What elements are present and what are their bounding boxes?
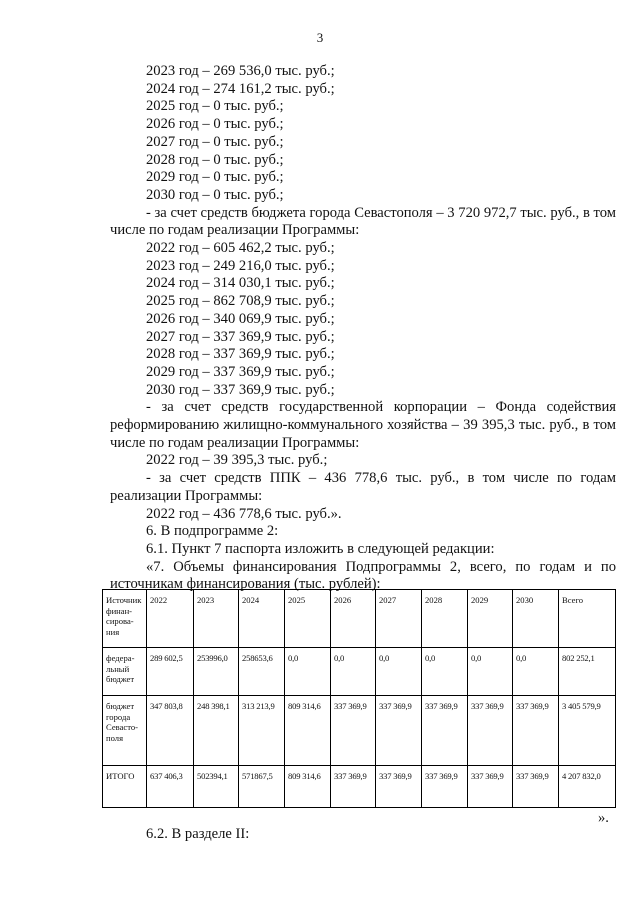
table-cell: 337 369,9 xyxy=(376,766,422,808)
financing-table xyxy=(102,589,616,808)
table-cell: 637 406,3 xyxy=(147,766,194,808)
budget-line: 2026 год – 340 069,9 тыс. руб.; xyxy=(146,310,335,327)
paragraph-subprogram-2: 6. В подпрограмме 2: xyxy=(146,523,279,540)
table-cell: 337 369,9 xyxy=(331,696,376,766)
table-header-cell: 2022 xyxy=(147,590,194,648)
table-header-cell: 2030 xyxy=(513,590,559,648)
budget-line: 2024 год – 274 161,2 тыс. руб.; xyxy=(146,80,335,97)
budget-line: 2028 год – 0 тыс. руб.; xyxy=(146,151,284,168)
table-header-row xyxy=(103,590,616,648)
budget-line: 2028 год – 337 369,9 тыс. руб.; xyxy=(146,346,335,363)
table-header-cell: Всего xyxy=(559,590,616,648)
table-cell: 0,0 xyxy=(331,648,376,696)
table-cell: 258653,6 xyxy=(239,648,285,696)
paragraph-6-1: 6.1. Пункт 7 паспорта изложить в следующей редакции: xyxy=(146,540,495,557)
table-cell: 337 369,9 xyxy=(513,696,559,766)
budget-line: 2024 год – 314 030,1 тыс. руб.; xyxy=(146,275,335,292)
budget-line: 2022 год – 436 778,6 тыс. руб.». xyxy=(146,505,342,522)
section-heading: 6.2. В разделе II: xyxy=(146,826,250,842)
table-header-cell: 2026 xyxy=(331,590,376,648)
table-cell: 809 314,6 xyxy=(285,696,331,766)
budget-line: 2030 год – 337 369,9 тыс. руб.; xyxy=(146,381,335,398)
paragraph-housing-fund: - за счет средств государственной корпорации – Фонда содействия реформированию жилищно-коммунального хозяйства – 39 395,3 тыс. руб., в том числе по годам реализации Программы: xyxy=(110,399,616,451)
budget-line: 2026 год – 0 тыс. руб.; xyxy=(146,116,284,133)
document-body xyxy=(110,63,616,594)
table-cell: 3 405 579,9 xyxy=(559,696,616,766)
paragraph-sevastopol-budget: - за счет средств бюджета города Севастополя – 3 720 972,7 тыс. руб., в том числе по годам реализации Программы: xyxy=(110,204,616,239)
table-cell: 337 369,9 xyxy=(513,766,559,808)
paragraph-ppk: - за счет средств ППК – 436 778,6 тыс. руб., в том числе по годам реализации Программы: xyxy=(110,470,616,504)
table-cell: 313 213,9 xyxy=(239,696,285,766)
budget-line: 2029 год – 0 тыс. руб.; xyxy=(146,169,284,186)
table-cell: бюджет города Севасто-поля xyxy=(103,696,147,766)
table-cell: 0,0 xyxy=(422,648,468,696)
table-cell: 337 369,9 xyxy=(376,696,422,766)
budget-line: 2025 год – 0 тыс. руб.; xyxy=(146,98,284,115)
table-cell: 337 369,9 xyxy=(422,766,468,808)
table-cell: 0,0 xyxy=(513,648,559,696)
table-cell: 337 369,9 xyxy=(331,766,376,808)
table-row-total xyxy=(103,766,616,808)
table-header-cell: 2024 xyxy=(239,590,285,648)
table-header-cell: 2027 xyxy=(376,590,422,648)
table-cell: 4 207 832,0 xyxy=(559,766,616,808)
budget-line: 2027 год – 0 тыс. руб.; xyxy=(146,133,284,150)
table-cell: 502394,1 xyxy=(194,766,239,808)
budget-line: 2027 год – 337 369,9 тыс. руб.; xyxy=(146,328,335,345)
table-cell: 0,0 xyxy=(285,648,331,696)
table-cell: 802 252,1 xyxy=(559,648,616,696)
table-cell: 337 369,9 xyxy=(468,766,513,808)
table-cell: федера-льный бюджет xyxy=(103,648,147,696)
page-number: 3 xyxy=(316,30,324,45)
table-cell: 347 803,8 xyxy=(147,696,194,766)
table-cell: 337 369,9 xyxy=(422,696,468,766)
table-cell: 289 602,5 xyxy=(147,648,194,696)
table-row xyxy=(103,696,616,766)
paragraph-7-volumes: «7. Объемы финансирования Подпрограммы 2, всего, по годам и по источникам финансирования (тыс. рублей): xyxy=(110,558,616,593)
budget-line: 2030 год – 0 тыс. руб.; xyxy=(146,186,284,203)
budget-line: 2029 год – 337 369,9 тыс. руб.; xyxy=(146,363,335,380)
table-header-cell: 2029 xyxy=(468,590,513,648)
table-header-cell: 2025 xyxy=(285,590,331,648)
budget-line: 2022 год – 605 462,2 тыс. руб.; xyxy=(146,240,335,257)
closing-quote: ». xyxy=(598,810,609,826)
budget-line: 2022 год – 39 395,3 тыс. руб.; xyxy=(146,452,328,469)
table-header-cell: 2028 xyxy=(422,590,468,648)
budget-line: 2025 год – 862 708,9 тыс. руб.; xyxy=(146,293,335,310)
table-cell: 253996,0 xyxy=(194,648,239,696)
budget-line: 2023 год – 269 536,0 тыс. руб.; xyxy=(146,63,335,79)
table-cell: 0,0 xyxy=(376,648,422,696)
table-row xyxy=(103,648,616,696)
table-cell: 248 398,1 xyxy=(194,696,239,766)
table-cell: 571867,5 xyxy=(239,766,285,808)
table-cell: 0,0 xyxy=(468,648,513,696)
table-cell: ИТОГО xyxy=(103,766,147,808)
budget-line: 2023 год – 249 216,0 тыс. руб.; xyxy=(146,257,335,274)
table-cell: 809 314,6 xyxy=(285,766,331,808)
table-cell: 337 369,9 xyxy=(468,696,513,766)
table-header-cell: 2023 xyxy=(194,590,239,648)
table-header-cell: Источник финан-сирова-ния xyxy=(103,590,147,648)
